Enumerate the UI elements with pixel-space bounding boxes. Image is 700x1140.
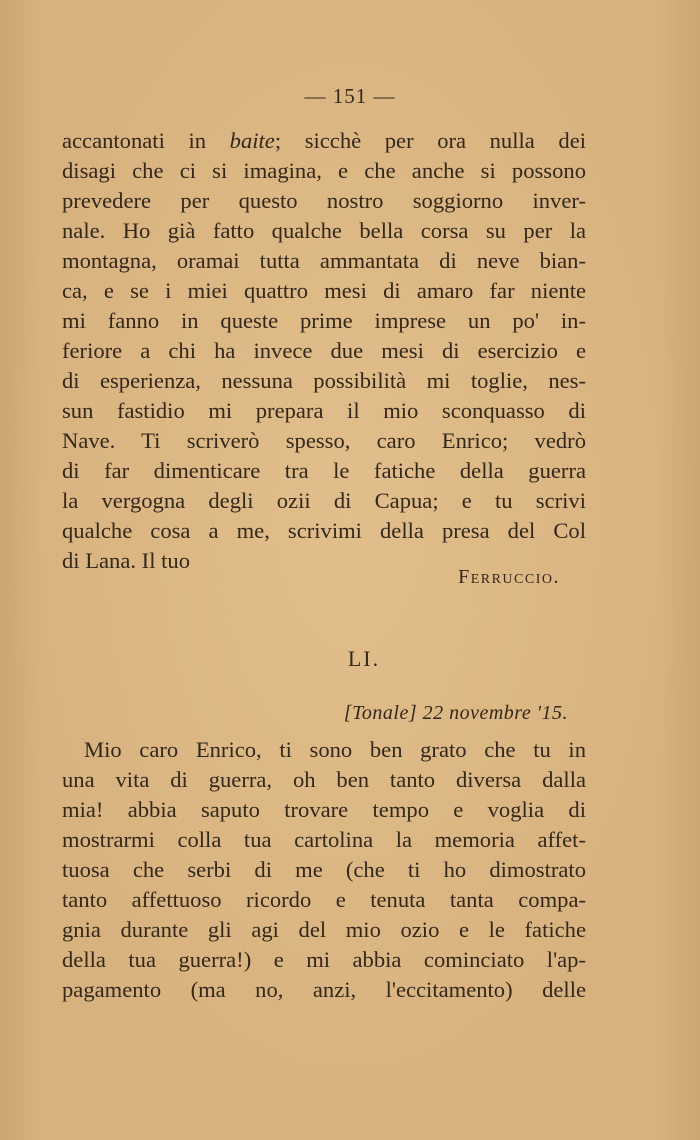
paragraph-continued (62, 126, 586, 576)
text-line: mi fanno in queste prime imprese un po' in- (62, 308, 586, 333)
paragraph-letter (62, 735, 586, 1005)
italic-word: baite (229, 128, 275, 153)
text-line: la vergogna degli ozii di Capua; e tu scrivi (62, 488, 586, 513)
text-line: nale. Ho già fatto qualche bella corsa su per la (62, 218, 586, 243)
text-line: Nave. Ti scriverò spesso, caro Enrico; vedrò (62, 428, 586, 453)
text-line: mostrarmi colla tua cartolina la memoria affet- (62, 827, 586, 852)
text-line: tuosa che serbi di me (che ti ho dimostrato (62, 857, 586, 882)
text-line: di far dimenticare tra le fatiche della guerra (62, 458, 586, 483)
text-line: della tua guerra!) e mi abbia cominciato l'ap- (62, 947, 586, 972)
text-line: accantonati in baite; sicchè per ora nulla dei (62, 128, 587, 153)
text-line: disagi che ci si imagina, e che anche si possono (62, 158, 586, 183)
text-line: Mio caro Enrico, ti sono ben grato che tu in (84, 737, 586, 762)
text-line: ca, e se i miei quattro mesi di amaro far niente (62, 278, 586, 303)
text-line: montagna, oramai tutta ammantata di neve bian- (62, 248, 586, 273)
dateline: [Tonale] 22 novembre '15. (343, 702, 568, 724)
text-line: tanto affettuoso ricordo e tenuta tanta compa- (62, 887, 586, 912)
text-line: gnia durante gli agi del mio ozio e le fatiche (62, 917, 586, 942)
text-line: una vita di guerra, oh ben tanto diversa dalla (62, 767, 586, 792)
text-line: pagamento (ma no, anzi, l'eccitamento) delle (62, 977, 586, 1002)
text-line: sun fastidio mi prepara il mio sconquasso di (62, 398, 586, 423)
text-line: feriore a chi ha invece due mesi di esercizio e (62, 338, 586, 363)
letter-heading: LI. (347, 646, 381, 671)
text-line: prevedere per questo nostro soggiorno inver- (62, 188, 586, 213)
text-line: di esperienza, nessuna possibilità mi toglie, nes- (62, 368, 586, 393)
text-line: di Lana. Il tuo (62, 548, 190, 573)
text-line: qualche cosa a me, scrivimi della presa del Col (62, 518, 586, 543)
signature: Ferruccio. (458, 566, 560, 588)
text-line: mia! abbia saputo trovare tempo e voglia di (62, 797, 586, 822)
page-number: — 151 — (304, 84, 396, 108)
